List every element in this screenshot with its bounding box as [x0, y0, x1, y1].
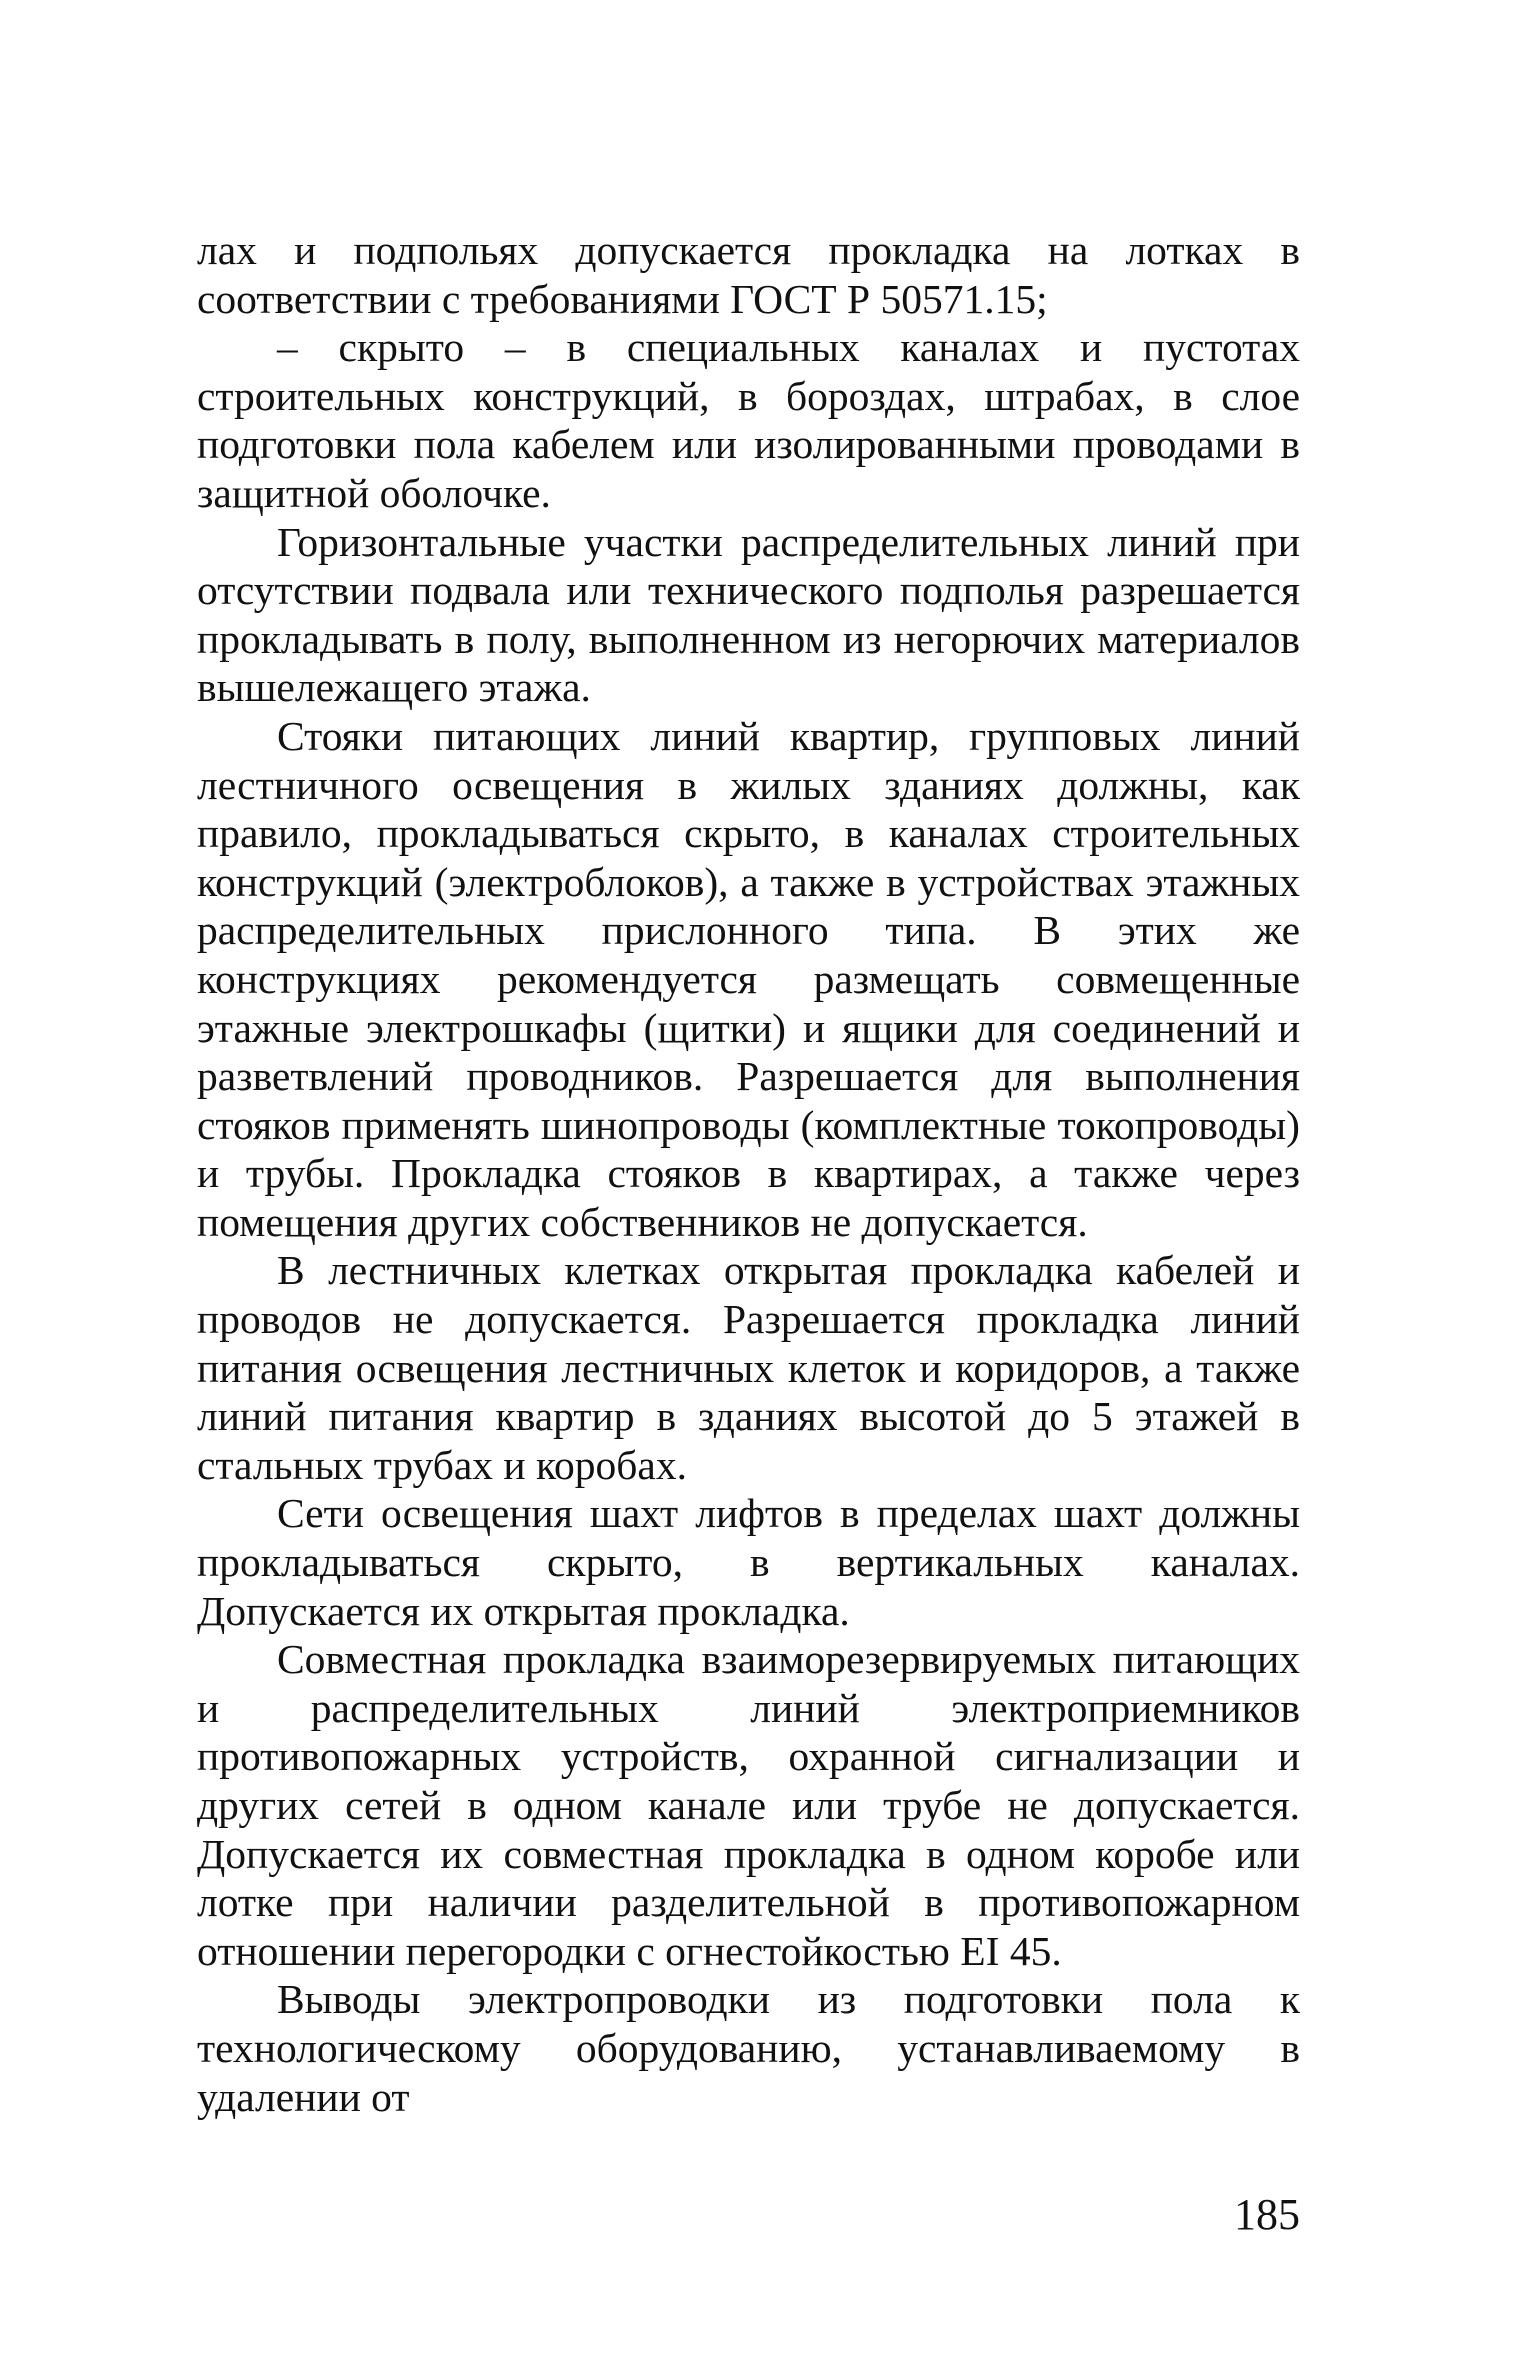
- paragraph-elevator-shafts: Сети освещения шахт лифтов в пределах шахт должны прокладываться скрыто, в вертикальных каналах. Допускается их открытая прокладка.: [197, 1490, 1300, 1634]
- page-body: [197, 226, 1300, 2121]
- paragraph-horizontal-sections: Горизонтальные участки распределительных линий при отсутствии подвала или технического подполья разрешается прокладывать в полу, выполненном из негорючих материалов вышележащего этажа.: [197, 518, 1300, 711]
- paragraph-risers: Стояки питающих линий квартир, групповых линий лестничного освещения в жилых зданиях должны, как правило, прокладываться скрыто, в каналах строительных конструкций (электроблоков), а также в устройствах этажных распределительных прислонного типа. В этих же конструкциях рекомендуется размещать совмещенные этажные электрошкафы (щитки) и ящики для соединений и разветвлений проводников. Разрешается для выполнения стояков применять шинопроводы (комплектные токопроводы) и трубы. Прокладка стояков в квартирах, а также через помещения других собственников не допускается.: [197, 712, 1300, 1245]
- paragraph-continuation: лах и подпольях допускается прокладка на лотках в соответствии с требованиями ГОСТ Р 50571.15;: [197, 227, 1300, 322]
- page-number: 185: [1234, 2190, 1300, 2239]
- paragraph-floor-outputs: Выводы электропроводки из подготовки пола к технологическому оборудованию, устанавливаемому в удалении от: [197, 1976, 1300, 2120]
- paragraph-stairwells: В лестничных клетках открытая прокладка кабелей и проводов не допускается. Разрешается прокладка линий питания освещения лестничных клеток и коридоров, а также линий питания квартир в зданиях высотой до 5 этажей в стальных трубах и коробах.: [197, 1247, 1300, 1488]
- paragraph-joint-laying: Совместная прокладка взаиморезервируемых питающих и распределительных линий электроприемников противопожарных устройств, охранной сигнализации и других сетей в одном канале или трубе не допускается. Допускается их совместная прокладка в одном коробе или лотке при наличии разделительной в противопожарном отношении перегородки с огнестойкостью EI 45.: [197, 1636, 1300, 1974]
- paragraph-hidden-wiring: – скрыто – в специальных каналах и пустотах строительных конструкций, в бороздах, штрабах, в слое подготовки пола кабелем или изолированными проводами в защитной оболочке.: [197, 324, 1300, 516]
